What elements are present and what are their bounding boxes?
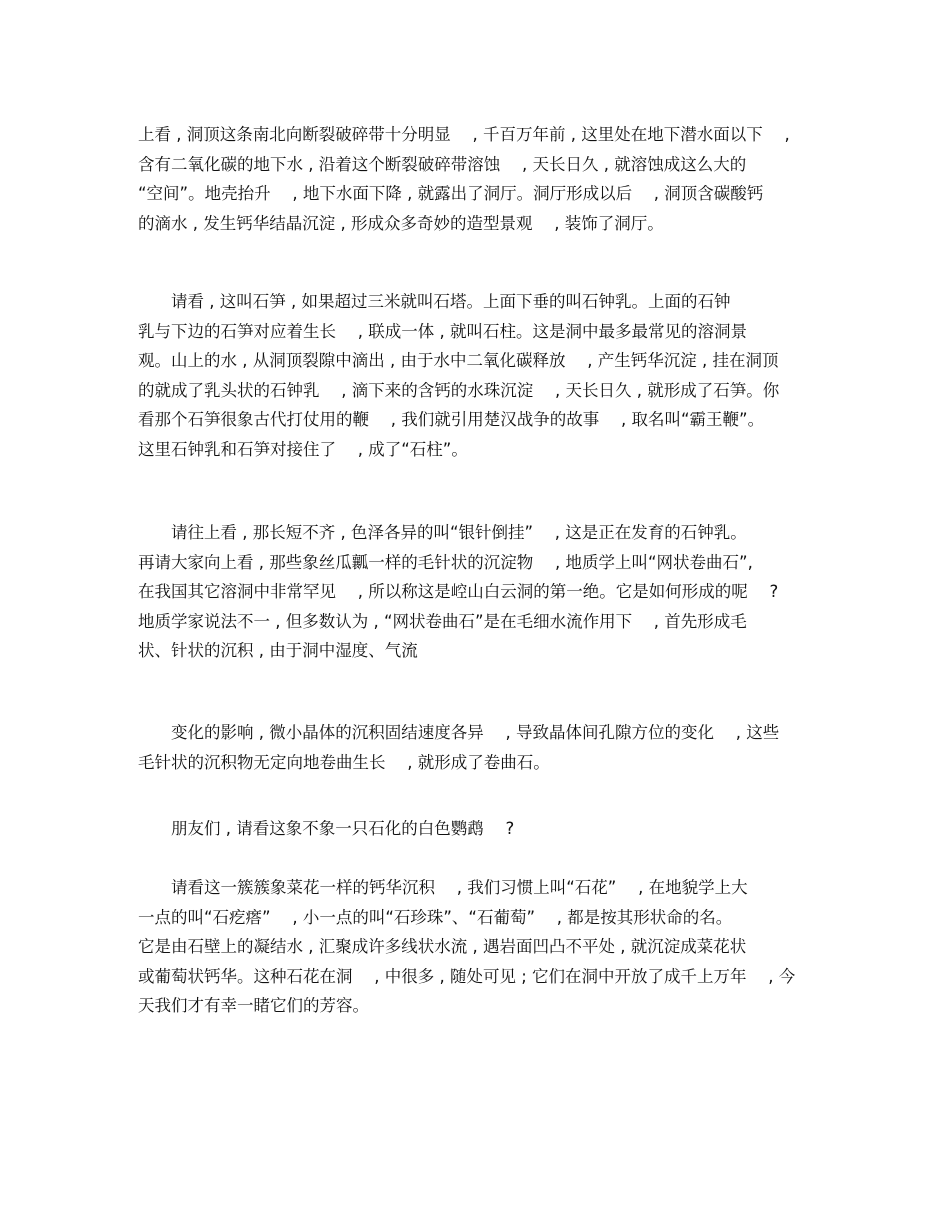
paragraph-parrot [138,814,818,844]
paragraph-stone-flower [138,873,818,1021]
text-line: 请看 , 这叫石笋 , 如果超过三米就叫石塔。上面下垂的叫石钟乳。上面的石钟 [138,292,731,311]
paragraph-crystal-change [138,718,818,777]
text-line: 它是由石壁上的凝结水 , 汇聚成许多线状水流 , 遇岩面凹凸不平处 , 就沉淀成菜花状 [138,937,747,956]
text-line: 观。山上的水 , 从洞顶裂隙中滴出 , 由于水中二氧化碳释放 , 产生钙华沉淀 , 挂在洞顶 [138,351,779,370]
text-line: 或葡萄状钙华。这种石花在洞 , 中很多 , 随处可见 ; 它们在洞中开放了成千上万年 , 今 [138,966,796,986]
text-line: 请往上看 , 那长短不齐 , 色泽各异的叫“银针倒挂” , 这是正在发育的石钟乳。 [138,523,747,542]
text-line: 乳与下边的石笋对应着生长 , 联成一体 , 就叫石柱。这是洞中最多最常见的溶洞景 [138,321,747,341]
paragraph-cave-hall [138,120,818,238]
text-line: 变化的影响 , 微小晶体的沉积固结速度各异 , 导致晶体间孔隙方位的变化 , 这些 [138,723,780,742]
text-line: 请看这一簇簇象菜花一样的钙华沉积 , 我们习惯上叫“石花” , 在地貌学上大 [138,878,748,897]
text-line: 在我国其它溶洞中非常罕见 , 所以称这是崆山白云洞的第一绝。它是如何形成的呢 ? [138,582,779,601]
text-line: 的滴水 , 发生钙华结晶沉淀 , 形成众多奇妙的造型景观 , 装饰了洞厅。 [138,213,664,233]
text-line: 一点的叫“石疙瘩” , 小一点的叫“石珍珠”、“石葡萄” , 都是按其形状命的名。 [138,907,733,927]
text-line: 朋友们 , 请看这象不象一只石化的白色鹦鹉 ? [138,819,515,838]
text-line: 毛针状的沉积物无定向地卷曲生长 , 就形成了卷曲石。 [138,752,550,772]
text-line: 的就成了乳头状的石钟乳 , 滴下来的含钙的水珠沉淀 , 天长日久 , 就形成了石笋。你 [138,380,780,400]
text-line: 含有二氧化碳的地下水 , 沿着这个断裂破碎带溶蚀 , 天长日久 , 就溶蚀成这么大的 [138,154,747,174]
text-line: 地质学家说法不一 , 但多数认为 , “网状卷曲石”是在毛细水流作用下 , 首先形成毛 [138,611,747,631]
paragraph-curly-stone [138,518,818,666]
text-line: 天我们才有幸一睹它们的芳容。 [138,996,369,1015]
text-line: 上看 , 洞顶这条南北向断裂破碎带十分明显 , 千百万年前 , 这里处在地下潜水面以下 , [138,125,790,144]
text-line: 再请大家向上看 , 那些象丝瓜瓤一样的毛针状的沉淀物 , 地质学上叫“网状卷曲石”, [138,552,753,572]
text-line: 这里石钟乳和石笋对接住了 , 成了“石柱”。 [138,439,468,459]
text-line: “空间”。地壳抬升 , 地下水面下降 , 就露出了洞厅。洞厅形成以后 , 洞顶含碳酸钙 [138,184,764,203]
text-line: 状、针状的沉积 , 由于洞中湿度、气流 [138,641,418,660]
paragraph-stalagmite [138,287,818,464]
text-line: 看那个石笋很象古代打仗用的鞭 , 我们就引用楚汉战争的故事 , 取名叫“霸王鞭”。 [138,410,765,429]
